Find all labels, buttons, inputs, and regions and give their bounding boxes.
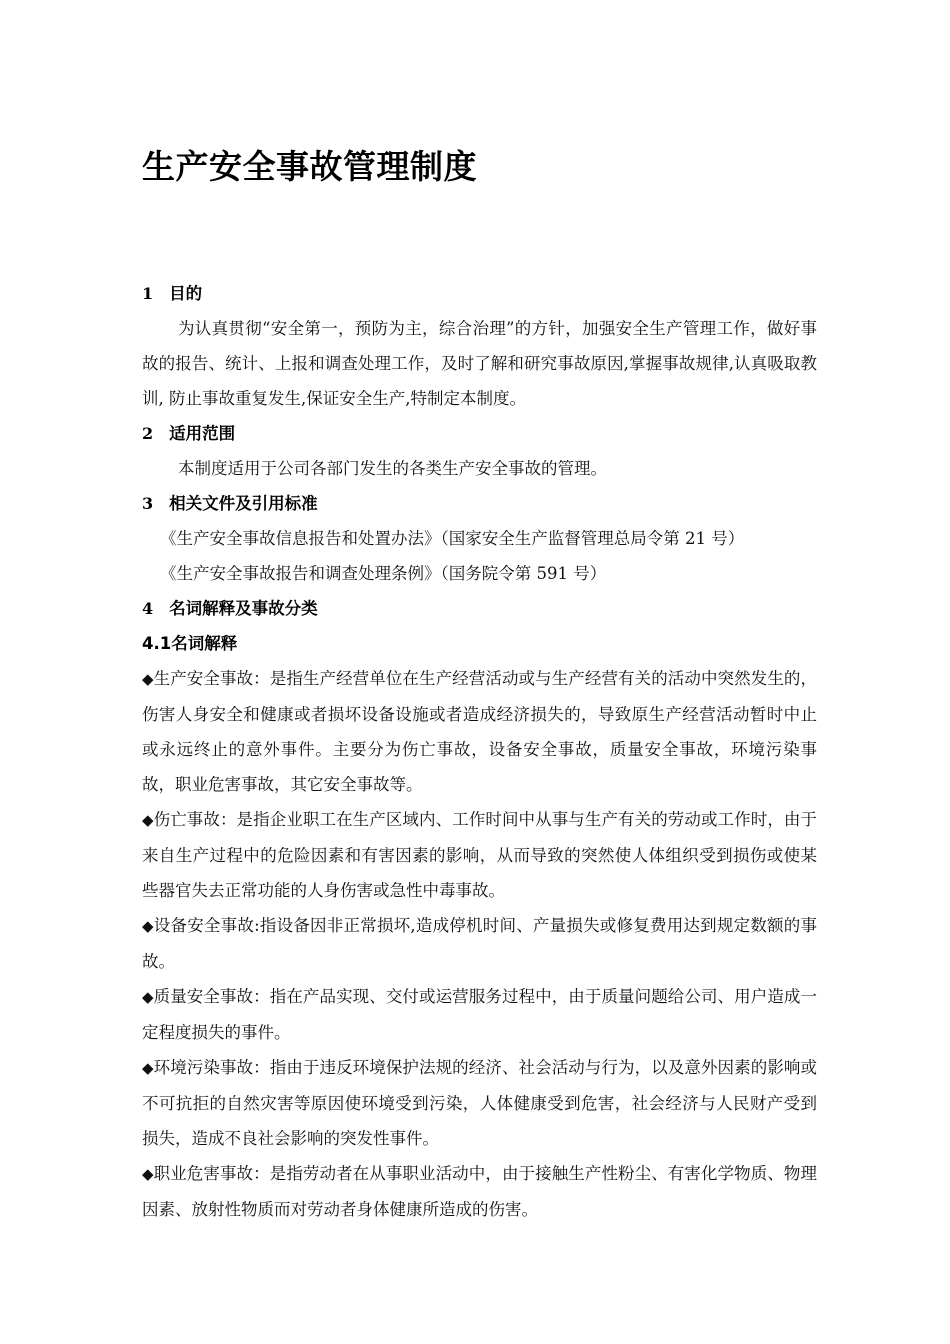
section-heading-2 bbox=[142, 416, 817, 451]
reference-item-1: 《生产安全事故信息报告和处置办法》（国家安全生产监督管理总局令第 21 号） bbox=[160, 529, 745, 548]
section-body-1: 为认真贯彻“安全第一，预防为主，综合治理”的方针，加强安全生产管理工作，做好事故的报告、统计、上报和调查处理工作，及时了解和研究事故原因,掌握事故规律,认真吸取教训, 防止事故重复发生,保证安全生产,特制定本制度。 bbox=[142, 319, 817, 408]
section-number-2: 2 bbox=[142, 424, 154, 443]
section-title-3: 相关文件及引用标准 bbox=[169, 494, 318, 513]
reference-item-2: 《生产安全事故报告和调查处理条例》（国务院令第 591 号） bbox=[160, 564, 607, 583]
definition-item bbox=[142, 979, 817, 1050]
definition-text: 职业危害事故：是指劳动者在从事职业活动中，由于接触生产性粉尘、有害化学物质、物理因素、放射性物质而对劳动者身体健康所造成的伤害。 bbox=[142, 1164, 817, 1219]
definition-item bbox=[142, 1050, 817, 1156]
section-number-4: 4 bbox=[142, 599, 154, 618]
document-content bbox=[142, 0, 817, 1227]
section-title-2: 适用范围 bbox=[169, 424, 236, 443]
definition-item bbox=[142, 1156, 817, 1227]
section-title-1: 目的 bbox=[169, 284, 203, 303]
section-number-1: 1 bbox=[142, 284, 154, 303]
section-heading-3 bbox=[142, 486, 817, 521]
section-heading-4 bbox=[142, 591, 817, 626]
diamond-bullet-icon: ◆ bbox=[142, 670, 154, 688]
section-number-3: 3 bbox=[142, 494, 154, 513]
diamond-bullet-icon: ◆ bbox=[142, 811, 154, 829]
definition-text: 生产安全事故：是指生产经营单位在生产经营活动或与生产经营有关的活动中突然发生的，伤害人身安全和健康或者损坏设备设施或者造成经济损失的，导致原生产经营活动暂时中止或永远终止的意外事件。主要分为伤亡事故，设备安全事故，质量安全事故，环境污染事故，职业危害事故，其它安全事故等。 bbox=[142, 669, 817, 794]
page-title: 生产安全事故管理制度 bbox=[142, 147, 477, 186]
diamond-bullet-icon: ◆ bbox=[142, 1059, 154, 1077]
definition-item bbox=[142, 661, 817, 802]
definition-text: 设备安全事故:指设备因非正常损坏,造成停机时间、产量损失或修复费用达到规定数额的事故。 bbox=[142, 916, 817, 971]
section-title-4: 名词解释及事故分类 bbox=[169, 599, 318, 618]
definition-text: 伤亡事故：是指企业职工在生产区域内、工作时间中从事与生产有关的劳动或工作时，由于来自生产过程中的危险因素和有害因素的影响，从而导致的突然使人体组织受到损伤或使某些器官失去正常功能的人身伤害或急性中毒事故。 bbox=[142, 810, 817, 900]
diamond-bullet-icon: ◆ bbox=[142, 917, 154, 935]
definition-text: 质量安全事故：指在产品实现、交付或运营服务过程中，由于质量问题给公司、用户造成一定程度损失的事件。 bbox=[142, 987, 817, 1042]
diamond-bullet-icon: ◆ bbox=[142, 988, 154, 1006]
definition-item bbox=[142, 908, 817, 979]
definition-item bbox=[142, 802, 817, 908]
definition-text: 环境污染事故：指由于违反环境保护法规的经济、社会活动与行为，以及意外因素的影响或不可抗拒的自然灾害等原因使环境受到污染，人体健康受到危害，社会经济与人民财产受到损失，造成不良社会影响的突发性事件。 bbox=[142, 1058, 817, 1148]
diamond-bullet-icon: ◆ bbox=[142, 1165, 154, 1183]
section-body-2: 本制度适用于公司各部门发生的各类生产安全事故的管理。 bbox=[178, 459, 607, 478]
section-subheading-4-1: 4.1名词解释 bbox=[142, 634, 238, 653]
section-heading-1 bbox=[142, 276, 817, 311]
